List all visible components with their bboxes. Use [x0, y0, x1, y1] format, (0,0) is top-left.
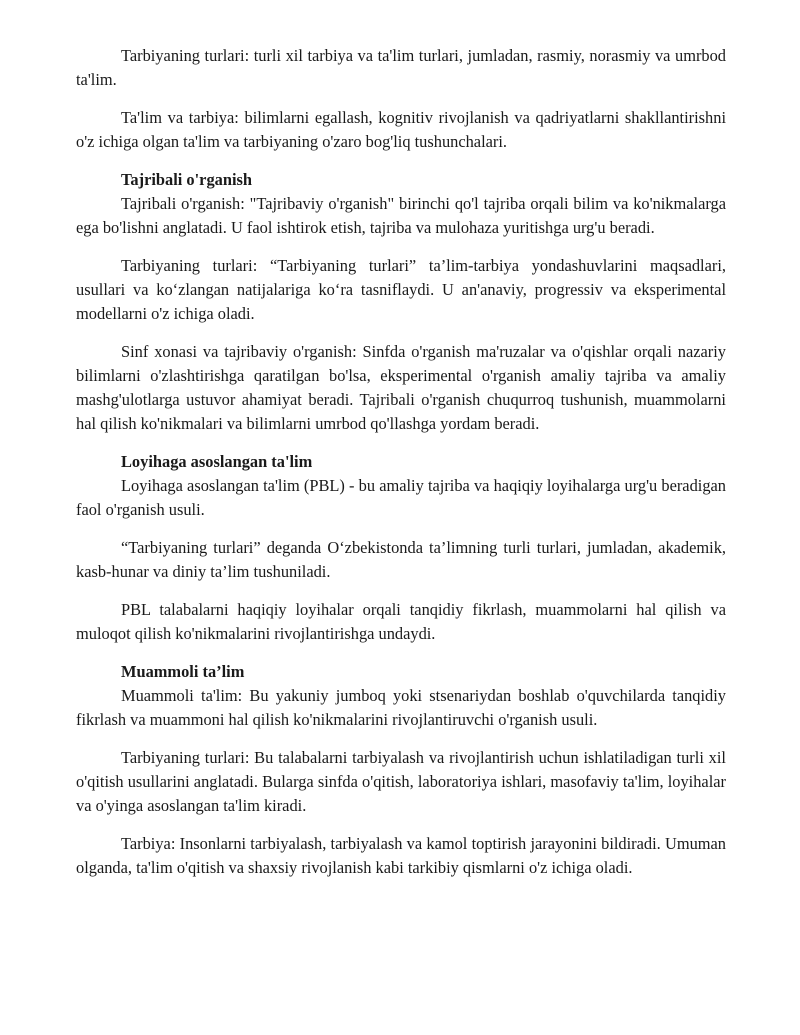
- heading-project-based-learning: Loyihaga asoslangan ta'lim: [121, 452, 313, 471]
- paragraph-gap: [76, 646, 726, 660]
- paragraph-gap: [76, 326, 726, 340]
- paragraph-types-of-education: Tarbiyaning turlari: turli xil tarbiya va ta'lim turlari, jumladan, rasmiy, norasmiy va umrbod ta'lim.: [76, 46, 726, 89]
- paragraph-gap: [76, 818, 726, 832]
- paragraph-education-and-upbringing: Ta'lim va tarbiya: bilimlarni egallash, kognitiv rivojlanish va qadriyatlarni shakllantirishni o'z ichiga olgan ta'lim va tarbiyaning o'zaro bog'liq tushunchalari.: [76, 108, 726, 151]
- paragraph-gap: [76, 154, 726, 168]
- paragraph-gap: [76, 584, 726, 598]
- document-page: [76, 44, 726, 880]
- paragraph-classroom-vs-experiential: Sinf xonasi va tajribaviy o'rganish: Sinfda o'rganish ma'ruzalar va o'qishlar orqali nazariy bilimlarni o'zlashtirishga qaratilgan bo'lsa, eksperimental o'rganish amaliy tajriba va amaliy mashg'ulotlarga ustuvor ahamiyat beradi. Tajribali o'rganish chuqurroq tushunish, muammolarni hal qilish ko'nikmalari va bilimlarni umrbod qo'llashga yordam beradi.: [76, 342, 726, 433]
- heading-experiential-learning: Tajribali o'rganish: [121, 170, 253, 189]
- paragraph-gap: [76, 522, 726, 536]
- paragraph-types-teaching-methods: Tarbiyaning turlari: Bu talabalarni tarbiyalash va rivojlantirish uchun ishlatiladigan turli xil o'qitish usullarini anglatadi. Bularga sinfda o'qitish, laboratoriya ishlari, masofaviy ta'lim, loyihalar va o'yinga asoslangan ta'lim kiradi.: [76, 748, 726, 815]
- paragraph-pbl-skills: PBL talabalarni haqiqiy loyihalar orqali tanqidiy fikrlash, muammolarni hal qilish va muloqot qilish ko'nikmalarini rivojlantirishga undaydi.: [76, 600, 726, 643]
- paragraph-types-uzbekistan: “Tarbiyaning turlari” deganda O‘zbekistonda ta’limning turli turlari, jumladan, akademik, kasb-hunar va diniy ta’lim tushuniladi.: [76, 538, 726, 581]
- paragraph-problem-based-definition: Muammoli ta'lim: Bu yakuniy jumboq yoki stsenariydan boshlab o'quvchilarda tanqidiy fikrlash va muammoni hal qilish ko'nikmalarini rivojlantiruvchi o'rganish usuli.: [76, 686, 726, 729]
- paragraph-gap: [76, 436, 726, 450]
- paragraph-pbl-definition: Loyihaga asoslangan ta'lim (PBL) - bu amaliy tajriba va haqiqiy loyihalarga urg'u beradigan faol o'rganish usuli.: [76, 476, 726, 519]
- paragraph-upbringing-definition: Tarbiya: Insonlarni tarbiyalash, tarbiyalash va kamol toptirish jarayonini bildiradi. Umuman olganda, ta'lim o'qitish va shaxsiy rivojlanish kabi tarkibiy qismlarni o'z ichiga oladi.: [76, 834, 726, 877]
- paragraph-gap: [76, 92, 726, 106]
- paragraph-gap: [76, 240, 726, 254]
- paragraph-types-classification: Tarbiyaning turlari: “Tarbiyaning turlari” ta’lim-tarbiya yondashuvlarini maqsadlari, usullari va ko‘zlangan natijalariga ko‘ra tasniflaydi. U an'anaviy, progressiv va eksperimental modellarni o'z ichiga oladi.: [76, 256, 726, 323]
- heading-problem-based-learning: Muammoli ta’lim: [121, 662, 245, 681]
- paragraph-experiential-definition: Tajribali o'rganish: "Tajribaviy o'rganish" birinchi qo'l tajriba orqali bilim va ko'nikmalarga ega bo'lishni anglatadi. U faol ishtirok etish, tajriba va mulohaza yuritishga urg'u beradi.: [76, 194, 726, 237]
- paragraph-gap: [76, 732, 726, 746]
